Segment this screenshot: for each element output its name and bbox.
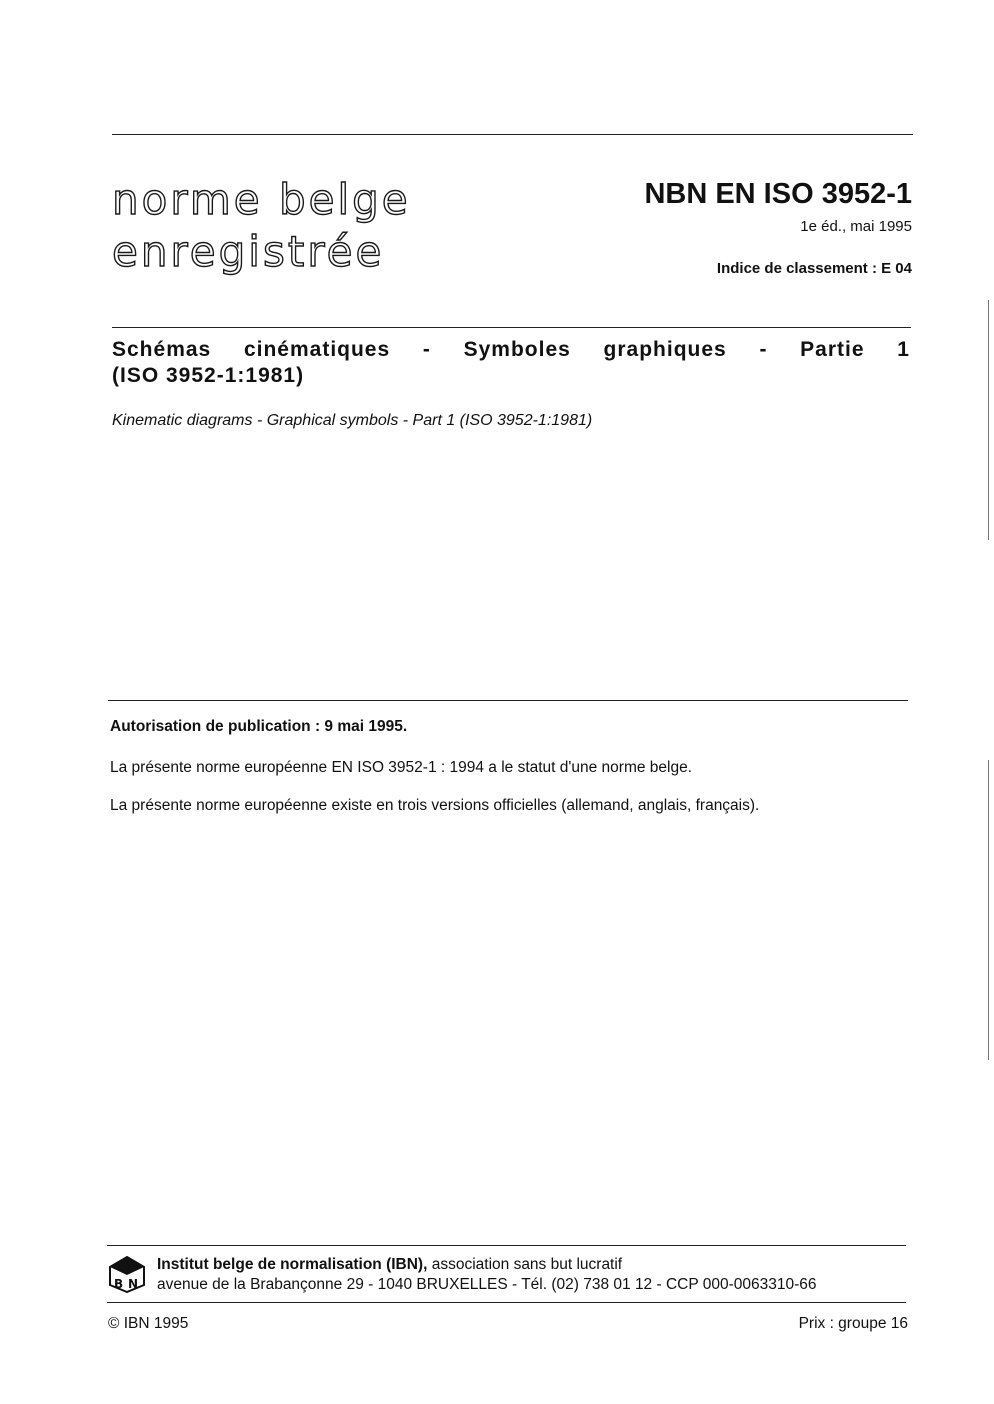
status-paragraph: La présente norme européenne EN ISO 3952-1 : 1994 a le statut d'une norme belge. — [110, 759, 693, 776]
versions-paragraph: La présente norme européenne existe en trois versions officielles (allemand, anglais, français). — [110, 797, 760, 814]
title-dash: - — [422, 338, 431, 361]
standard-number: NBN EN ISO 3952-1 — [644, 178, 912, 210]
title-word: graphiques — [603, 338, 727, 361]
brand-line-2: enregistrée — [112, 227, 385, 276]
title-word: Partie — [800, 338, 865, 361]
footer-bottom-rule — [107, 1302, 906, 1303]
french-title — [112, 337, 910, 389]
institute-line — [157, 1256, 622, 1274]
price-group: Prix : groupe 16 — [798, 1315, 908, 1332]
brand-wordmark — [112, 174, 411, 278]
svg-text:B: B — [114, 1277, 124, 1291]
title-rule — [112, 327, 911, 328]
svg-text:N: N — [128, 1277, 139, 1291]
institute-suffix: association sans but lucratif — [427, 1256, 623, 1273]
french-title-line-2: (ISO 3952-1:1981) — [112, 364, 305, 387]
title-word: Symboles — [463, 338, 571, 361]
authorization-date: Autorisation de publication : 9 mai 1995. — [110, 718, 408, 735]
edition: 1e éd., mai 1995 — [800, 218, 912, 235]
classification-index: Indice de classement : E 04 — [716, 260, 912, 277]
french-title-line-1 — [112, 337, 910, 363]
title-word: Schémas — [112, 338, 212, 361]
institute-name: Institut belge de normalisation (IBN), — [157, 1256, 428, 1273]
ibn-logo-icon — [108, 1255, 146, 1293]
scan-edge-mark — [988, 300, 989, 540]
english-title: Kinematic diagrams - Graphical symbols - Part 1 (ISO 3952-1:1981) — [112, 412, 593, 429]
title-word: 1 — [897, 338, 910, 361]
institute-address: avenue de la Brabançonne 29 - 1040 BRUXELLES - Tél. (02) 738 01 12 - CCP 000-0063310-66 — [157, 1276, 817, 1293]
title-dash: - — [759, 338, 768, 361]
title-word: cinématiques — [243, 338, 391, 361]
footer-rule — [107, 1245, 906, 1246]
scan-edge-mark — [988, 760, 989, 1060]
copyright: © IBN 1995 — [108, 1315, 189, 1332]
top-rule — [112, 134, 913, 135]
brand-line-1: norme belge — [112, 175, 411, 224]
body-rule — [108, 700, 908, 701]
